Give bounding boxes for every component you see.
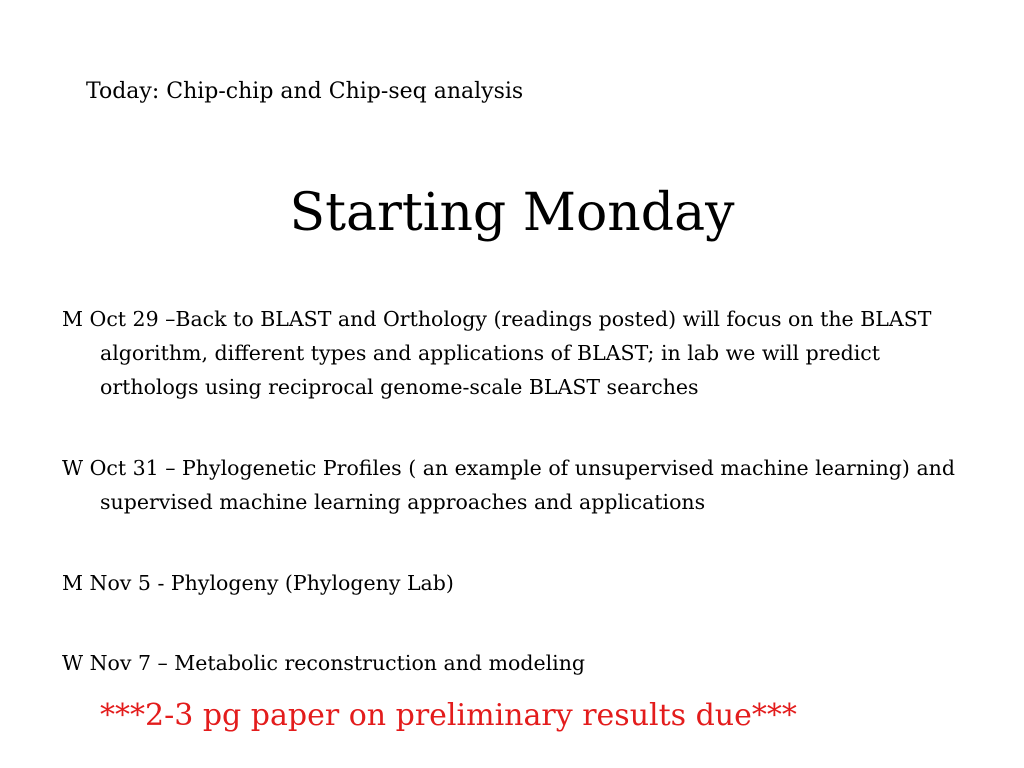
- schedule-list: [62, 302, 982, 680]
- slide-title: Starting Monday: [289, 183, 735, 243]
- today-note: Today: Chip-chip and Chip-seq analysis: [86, 79, 524, 104]
- schedule-item-nov-7: W Nov 7 – Metabolic reconstruction and modeling: [62, 651, 586, 675]
- schedule-item-nov-5: M Nov 5 - Phylogeny (Phylogeny Lab): [62, 571, 454, 595]
- paper-due-note: ***2-3 pg paper on preliminary results due***: [100, 698, 797, 733]
- schedule-item-oct-29: M Oct 29 –Back to BLAST and Orthology (readings posted) will focus on the BLAST algorithm, different types and applications of BLAST; in lab we will predict orthologs using reciprocal genome-scale BLAST searches: [62, 307, 932, 399]
- schedule-item-oct-31: W Oct 31 – Phylogenetic Profiles ( an example of unsupervised machine learning) and supervised machine learning approaches and applications: [62, 456, 955, 514]
